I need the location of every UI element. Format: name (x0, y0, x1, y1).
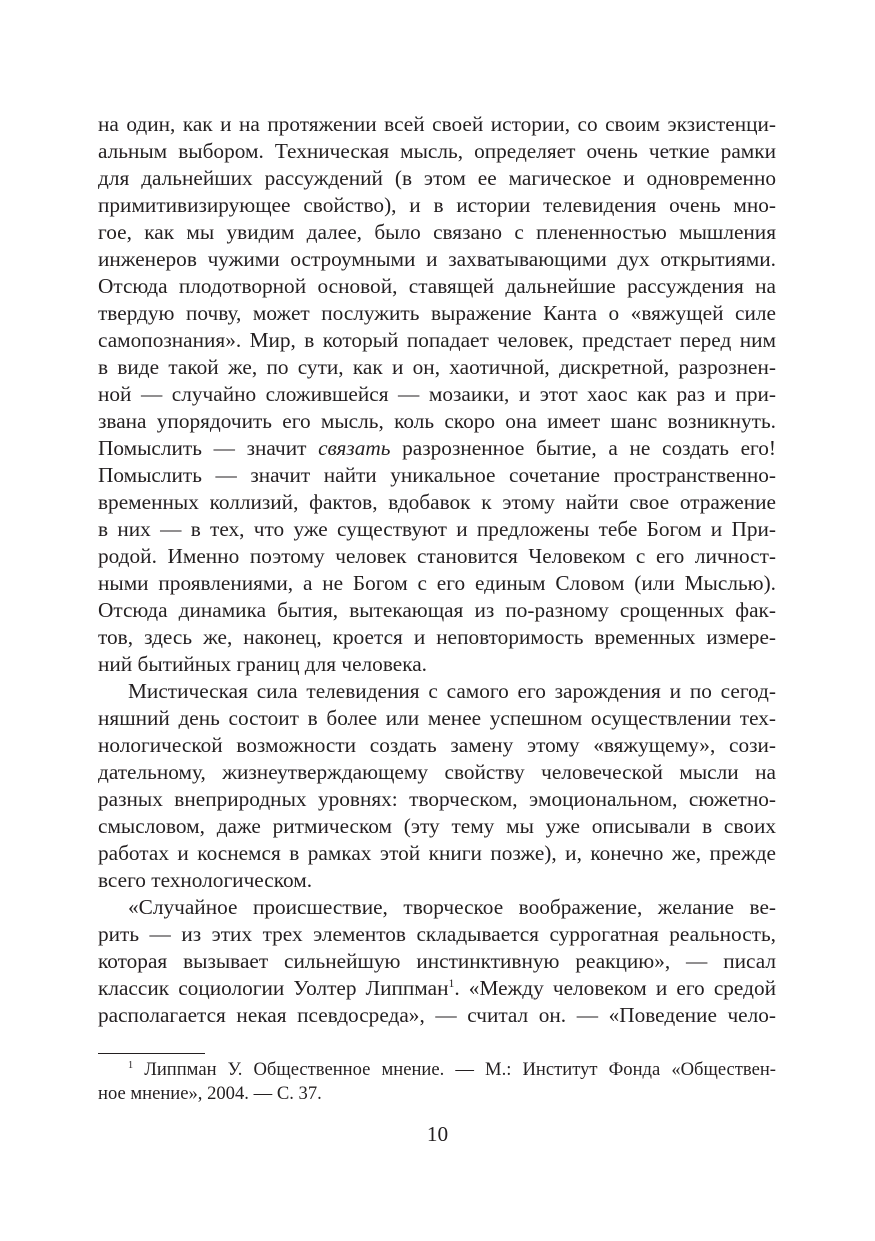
text-line: тов, здесь же, наконец, кроется и неповторимость временных измере- (98, 625, 776, 649)
text-line: которая вызывает сильнейшую инстинктивную реакцию», — писал (98, 949, 776, 973)
text-segment: классик социологии Уолтер Липпман (98, 976, 449, 1000)
text-line: Мистическая сила телевидения с самого его зарождения и по сегод- (128, 679, 776, 703)
text-line: располагается некая псевдосреда», — считал он. — «Поведение чело- (98, 1003, 776, 1027)
text-segment: Помыслить — значит (98, 436, 319, 460)
text-line: для дальнейших рассуждений (в этом ее магическое и одновременно (98, 166, 776, 190)
text-line: дательному, жизнеутверждающему свойству человеческой мысли на (98, 760, 776, 784)
page-number: 10 (426, 1122, 449, 1146)
text-line: Помыслить — значит найти уникальное сочетание пространственно- (98, 463, 776, 487)
footnote-marker: 1 (128, 1059, 134, 1071)
footnote-text: Липпман У. Общественное мнение. — М.: Институт Фонда «Обществен- (144, 1059, 776, 1080)
text-line: гое, как мы увидим далее, было связано с плененностью мышления (98, 220, 776, 244)
text-line: временных коллизий, фактов, вдобавок к этому найти свое отражение (98, 490, 776, 514)
text-line: Отсюда динамика бытия, вытекающая из по-разному срощенных фак- (98, 598, 776, 622)
text-line: самопознания». Мир, в который попадает человек, предстает перед ним (98, 328, 776, 352)
text-line: звана упорядочить его мысль, коль скоро она имеет шанс возникнуть. (98, 409, 776, 433)
footnote-line (128, 1058, 776, 1082)
text-line: родой. Именно поэтому человек становится Человеком с его личност- (98, 544, 776, 568)
text-line: рить — из этих трех элементов складывается суррогатная реальность, (98, 922, 776, 946)
text-line-with-italic (98, 435, 776, 462)
text-line: смысловом, даже ритмическом (эту тему мы уже описывали в своих (98, 814, 776, 838)
text-line: альным выбором. Техническая мысль, определяет очень четкие рамки (98, 139, 776, 163)
footnote-line: ное мнение», 2004. — С. 37. (98, 1083, 322, 1104)
text-line: ными проявлениями, а не Богом с его единым Словом (или Мыслью). (98, 571, 776, 595)
text-line: «Случайное происшествие, творческое воображение, желание ве- (128, 895, 776, 919)
text-line: всего технологическом. (98, 868, 313, 892)
text-line: примитивизирующее свойство), и в истории телевидения очень мно- (98, 193, 776, 217)
footnote-reference[interactable]: 1 (448, 976, 455, 990)
italic-word: связать (318, 436, 391, 460)
text-line: нологической возможности создать замену этому «вяжущему», сози- (98, 733, 776, 757)
text-segment: разрозненное бытие, а не создать его! (390, 436, 777, 460)
text-line: на один, как и на протяжении всей своей истории, со своим экзистенци- (98, 112, 776, 136)
footnote-separator (98, 1053, 205, 1054)
text-line: ний бытийных границ для человека. (98, 652, 427, 676)
text-line: няшний день состоит в более или менее успешном осуществлении тех- (98, 706, 776, 730)
text-line-with-footnote-ref (98, 975, 776, 1002)
text-line: разных внеприродных уровнях: творческом, эмоциональном, сюжетно- (98, 787, 776, 811)
text-line: Отсюда плодотворной основой, ставящей дальнейшие рассуждения на (98, 274, 776, 298)
text-line: твердую почву, может послужить выражение Канта о «вяжущей силе (98, 301, 776, 325)
text-segment: . «Между человеком и его средой (454, 976, 776, 1000)
text-line: в них — в тех, что уже существуют и предложены тебе Богом и При- (98, 517, 776, 541)
text-line: в виде такой же, по сути, как и он, хаотичной, дискретной, разрознен- (98, 355, 776, 379)
text-line: ной — случайно сложившейся — мозаики, и этот хаос как раз и при- (98, 382, 776, 406)
text-line: работах и коснемся в рамках этой книги позже), и, конечно же, прежде (98, 841, 776, 865)
text-line: инженеров чужими остроумными и захватывающими дух открытиями. (98, 247, 776, 271)
